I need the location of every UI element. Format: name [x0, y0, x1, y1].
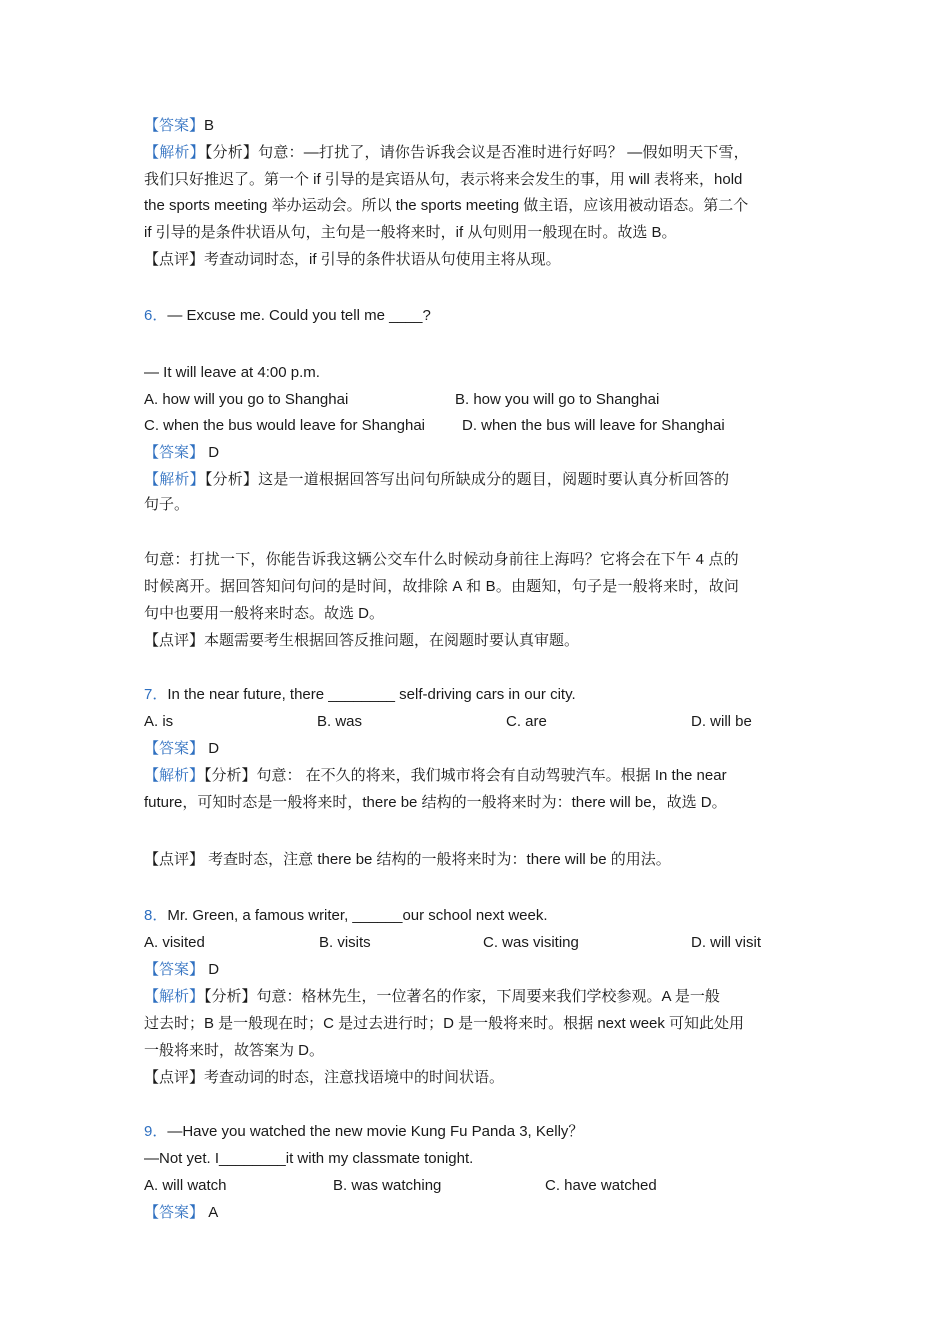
q8-option-c: C. was visiting	[483, 934, 579, 951]
question-stem: —Have you watched the new movie Kung Fu Panda 3, Kelly？	[167, 1123, 584, 1140]
q7-option-a: A. is	[144, 713, 174, 730]
q7-analysis-line-1	[144, 766, 727, 786]
question-number: 7．	[144, 686, 168, 703]
question-number: 6．	[144, 307, 168, 324]
q6-reply: — It will leave at 4:00 p.m.	[144, 364, 320, 381]
q5-analysis-line-4: if 引导的是条件状语从句，主句是一般将来时，if 从句则用一般现在时。故选 B。	[144, 224, 677, 241]
answer-value: D	[208, 740, 220, 757]
question-stem: Mr. Green, a famous writer, ______our school next week.	[167, 907, 548, 924]
answer-label: 【答案】	[144, 961, 205, 978]
q6-analysis-line-2: 句子。	[144, 496, 190, 513]
answer-value: D	[208, 444, 220, 461]
q6-option-c: C. when the bus would leave for Shanghai	[144, 417, 426, 434]
q6-question	[144, 306, 431, 326]
q7-option-c: C. are	[506, 713, 547, 730]
q9-reply: —Not yet. I________it with my classmate tonight.	[144, 1150, 474, 1167]
q8-analysis-line-2: 过去时；B 是一般现在时；C 是过去进行时；D 是一般将来时。根据 next week 可知此处用	[144, 1015, 745, 1032]
answer-value: A	[208, 1204, 219, 1221]
q9-answer-line	[144, 1203, 218, 1223]
q8-answer-line	[144, 960, 219, 980]
q5-answer-line	[144, 116, 214, 136]
q7-option-d: D. will be	[691, 713, 752, 730]
q9-question	[144, 1122, 583, 1142]
q6-meaning-line-3: 句中也要用一般将来时态。故选 D。	[144, 605, 385, 622]
question-number: 8．	[144, 907, 168, 924]
q8-option-b: B. visits	[319, 934, 371, 951]
answer-value: B	[204, 117, 215, 134]
q8-question	[144, 906, 548, 926]
q8-analysis-line-1	[144, 987, 720, 1007]
q7-analysis-line-2: future，可知时态是一般将来时，there be 结构的一般将来时为：there will be，故选 D。	[144, 794, 727, 811]
q6-option-a: A. how will you go to Shanghai	[144, 391, 349, 408]
q6-option-d: D. when the bus will leave for Shanghai	[462, 417, 725, 434]
analysis-label: 【解析】	[144, 471, 205, 488]
q8-comment: 【点评】考查动词的时态，注意找语境中的时间状语。	[144, 1069, 505, 1086]
q8-option-d: D. will visit	[691, 934, 761, 951]
question-stem: In the near future, there ________ self-driving cars in our city.	[167, 686, 576, 703]
answer-label: 【答案】	[144, 117, 205, 134]
q5-analysis-line-1	[144, 143, 749, 163]
answer-label: 【答案】	[144, 740, 205, 757]
q8-analysis-line-3: 一般将来时，故答案为 D。	[144, 1042, 325, 1059]
q5-analysis-line-2: 我们只好推迟了。第一个 if 引导的是宾语从句，表示将来会发生的事，用 will 表将来，hold	[144, 171, 743, 188]
answer-value: D	[208, 961, 220, 978]
q7-question	[144, 685, 576, 705]
analysis-text: 【分析】这是一道根据回答写出问句所缺成分的题目，阅题时要认真分析回答的	[204, 471, 730, 488]
answer-label: 【答案】	[144, 444, 205, 461]
q6-analysis-line-1	[144, 470, 729, 490]
analysis-label: 【解析】	[144, 144, 205, 161]
q7-option-b: B. was	[317, 713, 363, 730]
q7-comment: 【点评】 考查时态，注意 there be 结构的一般将来时为：there will be 的用法。	[144, 851, 671, 868]
q6-answer-line	[144, 443, 219, 463]
q5-analysis-line-3: the sports meeting 举办运动会。所以 the sports meeting 做主语，应该用被动语态。第二个	[144, 197, 749, 214]
q9-option-c: C. have watched	[545, 1177, 657, 1194]
q6-meaning-line-1: 句意：打扰一下，你能告诉我这辆公交车什么时候动身前往上海吗？它将会在下午 4 点的	[144, 551, 739, 568]
q5-comment: 【点评】考查动词时态，if 引导的条件状语从句使用主将从现。	[144, 251, 561, 268]
q9-option-b: B. was watching	[333, 1177, 442, 1194]
question-stem: — Excuse me. Could you tell me ____?	[167, 307, 431, 324]
analysis-text: 【分析】句意： 在不久的将来，我们城市将会有自动驾驶汽车。根据 In the near	[204, 767, 727, 784]
q8-option-a: A. visited	[144, 934, 205, 951]
analysis-label: 【解析】	[144, 988, 205, 1005]
q6-comment: 【点评】本题需要考生根据回答反推问题，在阅题时要认真审题。	[144, 632, 580, 649]
q9-option-a: A. will watch	[144, 1177, 227, 1194]
analysis-text: 【分析】句意：格林先生，一位著名的作家，下周要来我们学校参观。A 是一般	[204, 988, 720, 1005]
q6-option-b: B. how you will go to Shanghai	[455, 391, 660, 408]
q6-meaning-line-2: 时候离开。据回答知问句问的是时间，故排除 A 和 B。由题知，句子是一般将来时，故问	[144, 578, 740, 595]
question-number: 9．	[144, 1123, 168, 1140]
answer-label: 【答案】	[144, 1204, 205, 1221]
analysis-text: 【分析】句意：—打扰了，请你告诉我会议是否准时进行好吗？ —假如明天下雪，	[204, 144, 749, 161]
analysis-label: 【解析】	[144, 767, 205, 784]
q7-answer-line	[144, 739, 219, 759]
